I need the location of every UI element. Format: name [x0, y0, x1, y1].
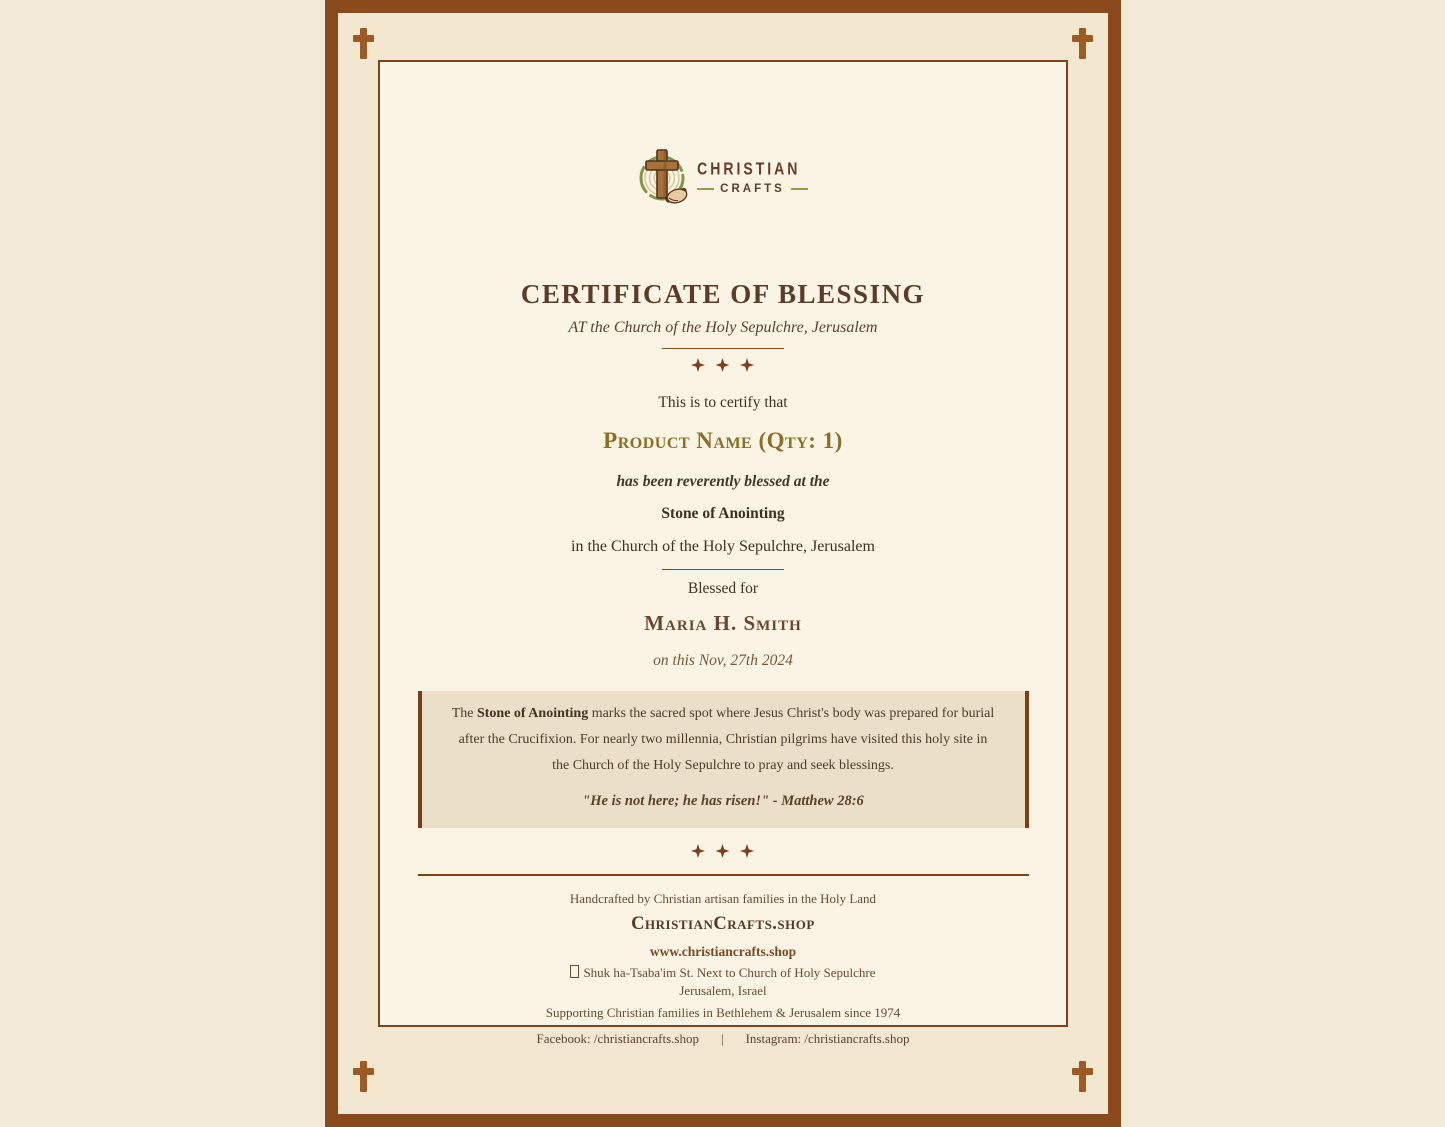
pipe-separator: |	[720, 1031, 724, 1047]
address-line-1	[380, 965, 1066, 980]
footer-divider	[418, 874, 1029, 876]
scripture-quote: "He is not here; he has risen!" - Matthew 28:6	[582, 792, 864, 809]
blessed-at-line: has been reverently blessed at the	[616, 473, 830, 490]
address-line-2: Jerusalem, Israel	[679, 982, 767, 998]
website-url: www.christiancrafts.shop	[649, 944, 797, 960]
diamond-ornament-icon	[380, 358, 1066, 372]
blessing-date: on this Nov, 27th 2024	[653, 652, 793, 669]
dash-ornament	[791, 188, 808, 190]
info-text-rest: marks the sacred spot where Jesus Christ's body was prepared for burial after the Crucifixion. For nearly two millennia, Christian pilgrims have visited this holy site in the Church of the Holy Sepulchre to pray and seek blessings.	[458, 706, 995, 773]
divider	[662, 348, 784, 349]
diamond-ornament-icon	[380, 844, 1066, 858]
logo-brand-top: CHRISTIAN	[697, 157, 801, 178]
certify-line: This is to certify that	[658, 394, 788, 411]
info-text-bold: Stone of Anointing	[476, 706, 589, 721]
instagram-handle: Instagram: /christiancrafts.shop	[745, 1031, 910, 1047]
facebook-handle: Facebook: /christiancrafts.shop	[536, 1031, 699, 1047]
cross-woodring-logo-icon	[638, 146, 688, 208]
logo-wordmark	[697, 157, 808, 195]
location-pin-icon	[570, 965, 579, 978]
christian-crafts-logo	[638, 146, 808, 208]
corner-cross-icon	[1072, 28, 1093, 59]
certificate-card	[325, 0, 1121, 1127]
product-name: Product Name (Qty: 1)	[603, 428, 843, 453]
logo-brand-bottom	[697, 183, 808, 195]
corner-cross-icon	[353, 1061, 374, 1092]
corner-cross-icon	[1072, 1061, 1093, 1092]
info-text-prefix: The	[451, 706, 477, 721]
certificate-subtitle: AT the Church of the Holy Sepulchre, Jerusalem	[568, 319, 878, 336]
dash-ornament	[697, 188, 714, 190]
certificate-body	[378, 60, 1068, 1047]
place-name: Stone of Anointing	[661, 505, 785, 522]
handcrafted-line: Handcrafted by Christian artisan families in the Holy Land	[569, 891, 877, 907]
logo-brand-bottom-label: CRAFTS	[720, 182, 785, 195]
corner-cross-icon	[353, 28, 374, 59]
social-links-line	[380, 1031, 1066, 1047]
church-line: in the Church of the Holy Sepulchre, Jerusalem	[571, 538, 875, 555]
stone-of-anointing-info-box	[418, 691, 1029, 828]
footer-brand-name: ChristianCrafts.shop	[631, 914, 815, 935]
address-line-1-text: Shuk ha-Tsaba'im St. Next to Church of Holy Sepulchre	[583, 965, 876, 981]
certificate-title: CERTIFICATE OF BLESSING	[520, 279, 926, 309]
divider	[662, 569, 784, 570]
blessed-for-label: Blessed for	[687, 580, 759, 597]
supporting-line: Supporting Christian families in Bethlehem & Jerusalem since 1974	[545, 1005, 901, 1021]
recipient-name: Maria H. Smith	[644, 611, 802, 635]
info-paragraph	[450, 701, 997, 779]
address-block	[380, 965, 1066, 998]
